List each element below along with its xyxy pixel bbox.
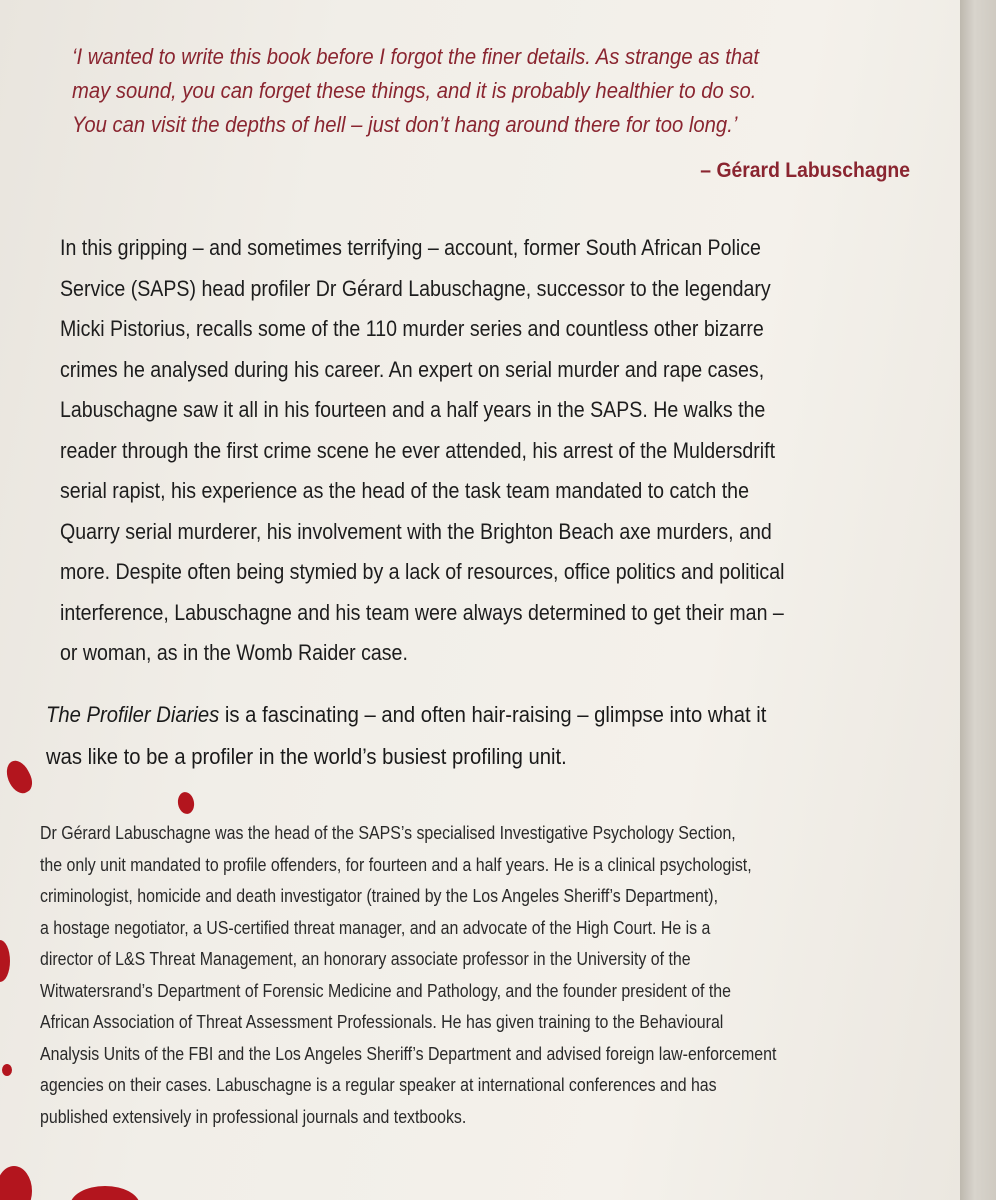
quote-line: may sound, you can forget these things, and it is probably healthier to do so.: [72, 78, 757, 103]
book-description: [60, 228, 874, 674]
bio-line: published extensively in professional journals and textbooks.: [40, 1105, 467, 1127]
quote-attribution: – Gérard Labuschagne: [700, 158, 910, 182]
bio-line: agencies on their cases. Labuschagne is a regular speaker at international conferences and has: [40, 1074, 717, 1095]
blood-drop-decoration: [0, 1166, 32, 1200]
description-line: serial rapist, his experience as the head of the task team mandated to catch the: [60, 478, 749, 503]
blood-drop-decoration: [0, 940, 10, 982]
description-line: Micki Pistorius, recalls some of the 110 murder series and countless other bizarre: [60, 316, 764, 341]
blood-drop-decoration: [70, 1186, 140, 1200]
blood-drop-decoration: [1, 757, 36, 797]
description-line: crimes he analysed during his career. An expert on serial murder and rape cases,: [60, 356, 765, 382]
quote-line: ‘I wanted to write this book before I forgot the finer details. As strange as that: [72, 44, 760, 69]
quote-line: You can visit the depths of hell – just don’t hang around there for too long.’: [72, 112, 738, 137]
pull-quote: [72, 40, 948, 142]
blood-drop-decoration: [2, 1064, 12, 1076]
bio-line: African Association of Threat Assessment Professionals. He has given training to the Behavioural: [40, 1011, 724, 1032]
book-summary: [46, 694, 846, 778]
summary-line: was like to be a profiler in the world’s busiest profiling unit.: [46, 744, 567, 769]
blood-drop-decoration: [176, 791, 196, 815]
bio-line: the only unit mandated to profile offenders, for fourteen and a half years. He is a clinical psychologist,: [40, 853, 752, 875]
description-line: Service (SAPS) head profiler Dr Gérard Labuschagne, successor to the legendary: [60, 275, 771, 301]
description-line: In this gripping – and sometimes terrifying – account, former South African Police: [60, 235, 761, 260]
description-line: or woman, as in the Womb Raider case.: [60, 640, 408, 665]
author-bio: [40, 817, 896, 1132]
summary-text: is a fascinating – and often hair-raising – glimpse into what it: [219, 702, 767, 727]
book-title: The Profiler Diaries: [46, 702, 220, 727]
description-line: reader through the first crime scene he ever attended, his arrest of the Muldersdrift: [60, 437, 776, 463]
bio-line: Analysis Units of the FBI and the Los Angeles Sheriff’s Department and advised foreign law-enforcement: [40, 1042, 777, 1064]
bio-line: Witwatersrand’s Department of Forensic Medicine and Pathology, and the founder president of the: [40, 979, 732, 1001]
description-line: Labuschagne saw it all in his fourteen and a half years in the SAPS. He walks the: [60, 397, 766, 422]
bio-line: criminologist, homicide and death investigator (trained by the Los Angeles Sheriff’s Department),: [40, 885, 719, 906]
page-edge-background: [960, 0, 996, 1200]
bio-line: director of L&S Threat Management, an honorary associate professor in the University of the: [40, 948, 691, 969]
description-line: interference, Labuschagne and his team were always determined to get their man –: [60, 599, 784, 625]
bio-line: Dr Gérard Labuschagne was the head of the SAPS’s specialised Investigative Psychology Section,: [40, 822, 736, 843]
description-line: more. Despite often being stymied by a lack of resources, office politics and political: [60, 559, 785, 584]
description-line: Quarry serial murderer, his involvement with the Brighton Beach axe murders, and: [60, 518, 772, 544]
summary-line: [46, 694, 766, 736]
bio-line: a hostage negotiator, a US-certified threat manager, and an advocate of the High Court. He is a: [40, 916, 711, 938]
